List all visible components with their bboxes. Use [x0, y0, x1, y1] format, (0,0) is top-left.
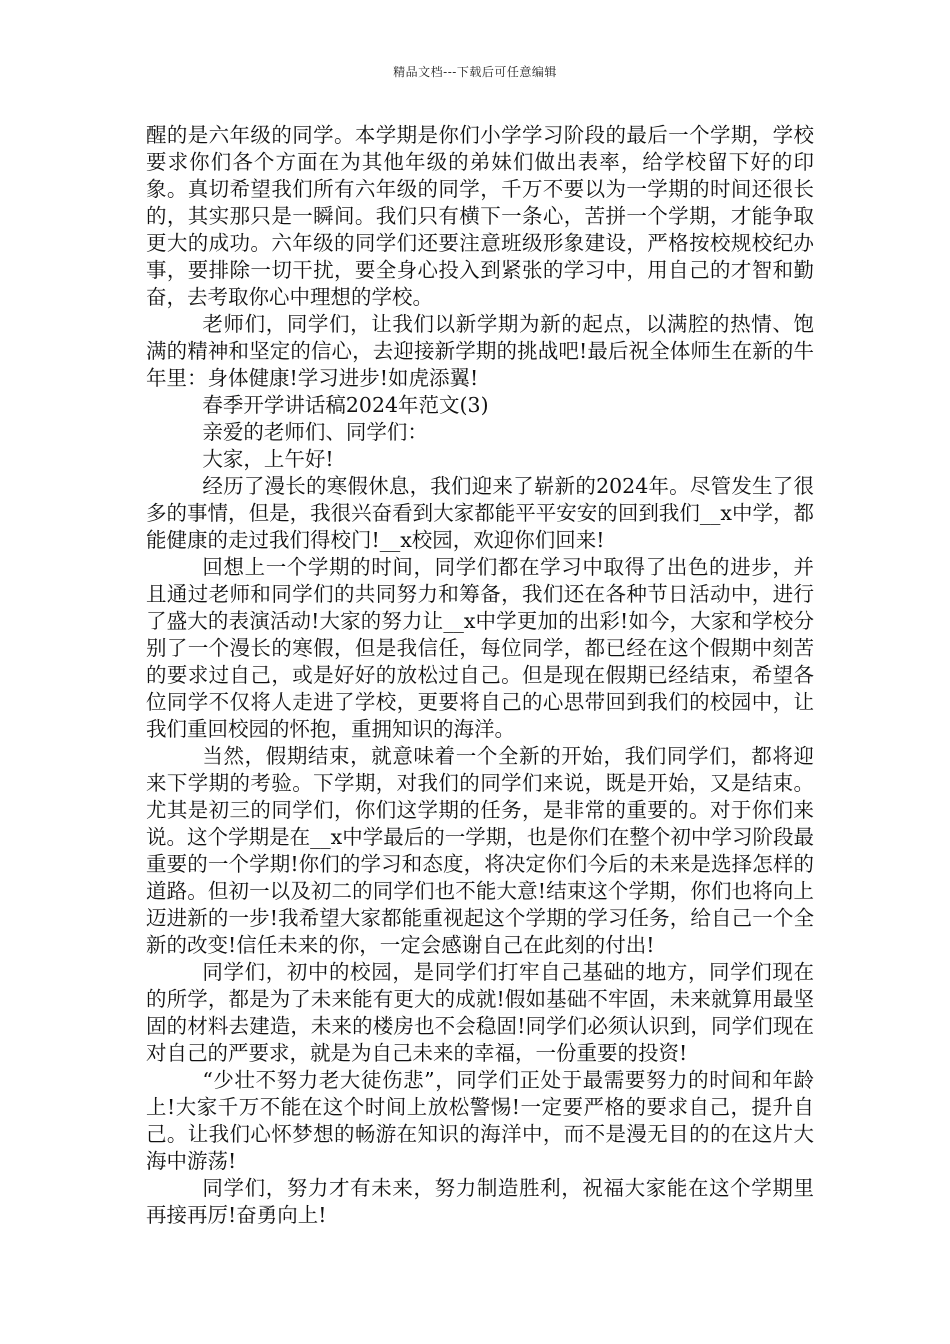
speech-title: 春季开学讲话稿2024年范文(3) — [202, 393, 489, 417]
page-header: 精品文档---下载后可任意编辑 — [393, 65, 557, 79]
paragraph-continuation: 醒的是六年级的同学。本学期是你们小学学习阶段的最后一个学期，学校要求你们各个方面在为其他年级的弟妹们做出表率，给学校留下好的印象。真切希望我们所有六年级的同学，千万不要以为一学期的时间还很长的，其实那只是一瞬间。我们只有横下一条心，苦拼一个学期，才能争取更大的成功。六年级的同学们还要注意班级形象建设，严格按校规校纪办事，要排除一切干扰，要全身心投入到紧张的学习中，用自己的才智和勤奋，去考取你心中理想的学校。 — [146, 123, 814, 309]
greeting: 大家，上午好! — [202, 447, 334, 471]
paragraph-proverb: “少壮不努力老大徒伤悲”，同学们正处于最需要努力的时间和年龄上!大家千万不能在这个时间上放松警惕!一定要严格的要求自己，提升自己。让我们心怀梦想的畅游在知识的海洋中，而不是漫无目的的在这片大海中游荡! — [146, 1068, 814, 1173]
paragraph-final-blessing: 同学们，努力才有未来，努力制造胜利，祝福大家能在这个学期里再接再厉!奋勇向上! — [146, 1176, 814, 1227]
document-body — [146, 122, 814, 1229]
paragraph-foundation: 同学们，初中的校园，是同学们打牢自己基础的地方，同学们现在的所学，都是为了未来能有更大的成就!假如基础不牢固，未来就算用最坚固的材料去建造，未来的楼房也不会稳固!同学们必须认识到，同学们现在对自己的严要求，就是为自己未来的幸福，一份重要的投资! — [146, 960, 814, 1065]
paragraph-last-semester: 回想上一个学期的时间，同学们都在学习中取得了出色的进步，并且通过老师和同学们的共同努力和筹备，我们还在各种节日活动中，进行了盛大的表演活动!大家的努力让__x中学更加的出彩!如今，大家和学校分别了一个漫长的寒假，但是我信任，每位同学，都已经在这个假期中刻苦的要求过自己，或是好好的放松过自己。但是现在假期已经结束，希望各位同学不仅将人走进了学校，更要将自己的心思带回到我们的校园中，让我们重回校园的怀抱，重拥知识的海洋。 — [146, 555, 814, 741]
paragraph-new-semester: 当然，假期结束，就意味着一个全新的开始，我们同学们，都将迎来下学期的考验。下学期，对我们的同学们来说，既是开始，又是结束。尤其是初三的同学们，你们这学期的任务，是非常的重要的。对于你们来说。这个学期是在__x中学最后的一学期，也是你们在整个初中学习阶段最重要的一个学期!你们的学习和态度，将决定你们今后的未来是选择怎样的道路。但初一以及初二的同学们也不能大意!结束这个学期，你们也将向上迈进新的一步!我希望大家都能重视起这个学期的学习任务，给自己一个全新的改变!信任未来的你，一定会感谢自己在此刻的付出! — [146, 744, 814, 957]
paragraph-welcome-back: 经历了漫长的寒假休息，我们迎来了崭新的2024年。尽管发生了很多的事情，但是，我很兴奋看到大家都能平平安安的回到我们__x中学，都能健康的走过我们得校门!__x校园，欢迎你们回来! — [146, 474, 814, 552]
salutation: 亲爱的老师们、同学们： — [202, 420, 428, 444]
paragraph-closing-wishes: 老师们，同学们，让我们以新学期为新的起点，以满腔的热情、饱满的精神和坚定的信心，去迎接新学期的挑战吧!最后祝全体师生在新的牛年里：身体健康!学习进步!如虎添翼! — [146, 312, 814, 390]
